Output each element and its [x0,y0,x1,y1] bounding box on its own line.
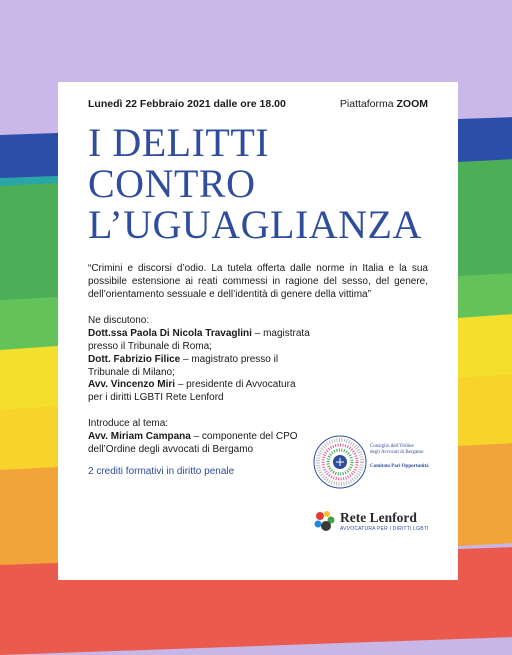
introducer-line [88,431,310,457]
credits-note: 2 crediti formativi in diritto penale [88,466,235,478]
discussant-name: Dott.ssa Paola Di Nicola Travaglini [88,328,252,340]
introducer-heading: Introduce al tema: [88,417,169,429]
platform-prefix: Piattaforma [339,98,397,110]
rete-lenford-logo [312,508,442,536]
event-platform [340,98,428,110]
discussants-block [88,315,310,405]
platform-name: ZOOM [396,98,428,110]
event-title [88,122,428,245]
introducer-name: Avv. Miriam Campana [88,430,191,442]
rete-lenford-name: Rete Lenford [340,510,417,525]
ordine-line-2: degli Avvocati di Bergamo [370,450,424,455]
title-line-2: CONTRO [88,161,256,206]
introducer-block [88,418,310,456]
introducer-role: – componente del CPO dell’Ordine degli avvocati di Bergamo [88,430,298,455]
discussant-role: – magistrato presso il Tribunale di Milano; [88,353,279,378]
discussant-1 [88,328,310,354]
ordine-text [370,444,444,470]
rete-lenford-mark-icon [312,508,338,534]
discussant-role: – magistrata presso il Tribunale di Roma; [88,328,310,352]
discussant-name: Avv. Vincenzo Miri [88,379,176,391]
discussant-3 [88,379,310,405]
ordine-committee: Comitato Pari Opportunità [370,464,429,469]
ordine-seal-icon [312,434,368,490]
rete-lenford-tagline: AVVOCATURA PER I DIRITTI LGBTI [340,526,429,532]
event-card [58,82,458,580]
title-line-1: I DELITTI [88,120,270,165]
event-date: Lunedì 22 Febbraio 2021 dalle ore 18.00 [88,98,286,110]
ordine-avvocati-logo [312,434,442,490]
discussant-name: Dott. Fabrizio Filice [88,353,181,365]
discussants-heading: Ne discutono: [88,315,150,327]
discussant-2 [88,354,310,380]
event-subtitle-quote: “Crimini e discorsi d’odio. La tutela offerta dalle norme in Italia e la sua possibile estensione ai reati commessi in ragione del sesso, del genere, dell’orientamento sessuale e dell’identità di genere della vittima” [88,263,428,300]
event-info-row [88,98,428,110]
title-line-3: L’UGUAGLIANZA [88,202,422,247]
discussant-role: – presidente di Avvocatura per i diritti LGBTI Rete Lenford [88,379,296,404]
ordine-line-1: Consiglio dell’Ordine [370,444,414,449]
